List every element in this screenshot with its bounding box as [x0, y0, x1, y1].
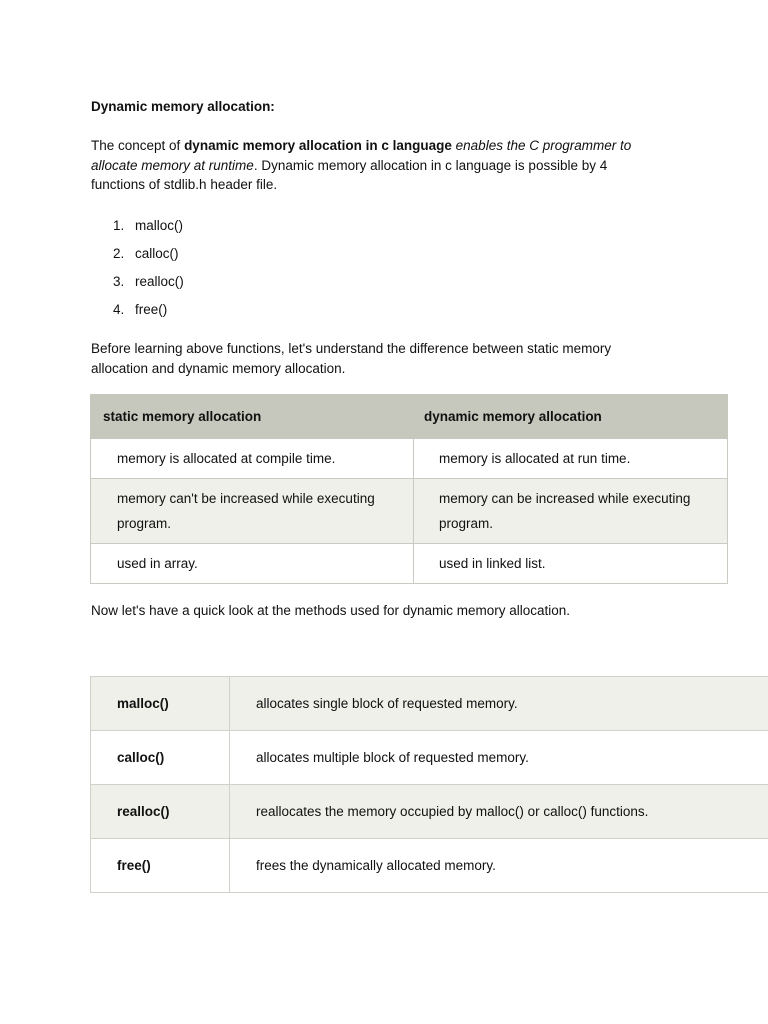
list-item-number: 3.	[113, 274, 125, 289]
list-item-label: realloc()	[135, 274, 184, 289]
method-name: realloc()	[91, 785, 230, 839]
method-description: allocates multiple block of requested memory.	[230, 731, 768, 785]
list-item-label: free()	[135, 302, 168, 317]
table-cell: memory can't be increased while executing program.	[91, 479, 414, 544]
section-heading: Dynamic memory allocation:	[91, 99, 275, 114]
table-cell: used in linked list.	[414, 544, 728, 584]
table-row	[91, 839, 768, 893]
table-row	[91, 544, 728, 584]
list-item-number: 1.	[113, 218, 125, 233]
table-row	[91, 677, 768, 731]
list-item	[113, 300, 184, 328]
method-description: allocates single block of requested memory.	[230, 677, 768, 731]
methods-intro-paragraph: Now let's have a quick look at the methods used for dynamic memory allocation.	[91, 603, 571, 618]
list-item-label: calloc()	[135, 246, 179, 261]
list-item	[113, 272, 184, 300]
table-header-row	[91, 395, 728, 439]
method-description: reallocates the memory occupied by malloc() or calloc() functions.	[230, 785, 768, 839]
methods-table	[90, 676, 768, 893]
method-name: calloc()	[91, 731, 230, 785]
table-cell: memory is allocated at compile time.	[91, 439, 414, 479]
method-name: malloc()	[91, 677, 230, 731]
list-item-label: malloc()	[135, 218, 184, 233]
list-item-number: 2.	[113, 246, 125, 261]
table-cell: memory can be increased while executing program.	[414, 479, 728, 544]
list-item	[113, 216, 184, 244]
header-dynamic: dynamic memory allocation	[414, 395, 728, 439]
table-row	[91, 479, 728, 544]
list-item-number: 4.	[113, 302, 125, 317]
comparison-table	[90, 394, 728, 584]
intro-text-3: . Dynamic memory allocation in c language is possible by 4 functions of stdlib.h header file.	[91, 157, 608, 192]
list-item	[113, 244, 184, 272]
function-list	[113, 216, 184, 328]
header-static: static memory allocation	[91, 395, 414, 439]
method-name: free()	[91, 839, 230, 893]
intro-text-1: The concept of	[91, 138, 185, 153]
table-row	[91, 785, 768, 839]
table-cell: memory is allocated at run time.	[414, 439, 728, 479]
intro-paragraph	[91, 136, 651, 195]
table-cell: used in array.	[91, 544, 414, 584]
comparison-intro-paragraph: Before learning above functions, let's understand the difference between static memory allocation and dynamic memory allocation.	[91, 341, 612, 376]
table-row	[91, 731, 768, 785]
intro-bold-text: dynamic memory allocation in c language	[184, 138, 452, 153]
method-description: frees the dynamically allocated memory.	[230, 839, 768, 893]
intro-italic-text: enables the C programmer to allocate memory at runtime	[91, 138, 632, 173]
table-row	[91, 439, 728, 479]
